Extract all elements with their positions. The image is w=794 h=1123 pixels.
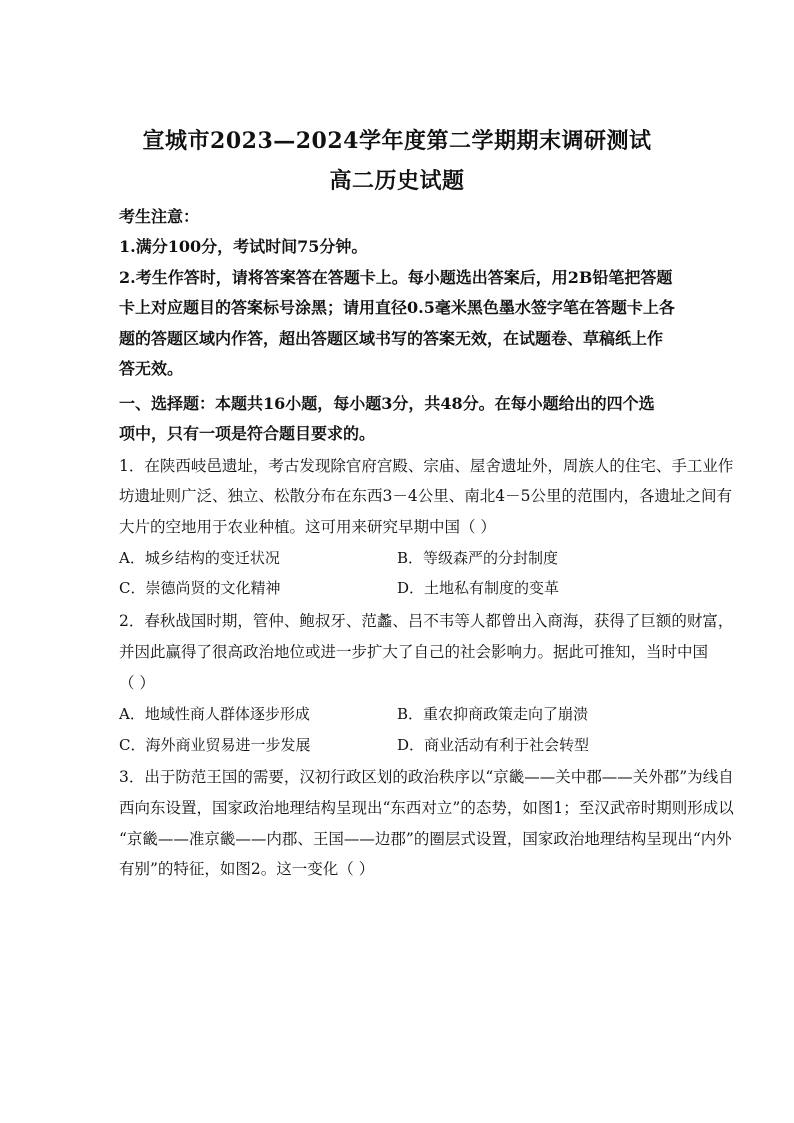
question-2-text: 并因此赢得了很高政治地位或进一步扩大了自己的社会影响力。据此可推知，当时中国 [119,643,709,661]
question-3-text: “京畿——准京畿——内郡、王国——边郡”的圈层式设置，国家政治地理结构呈现出“内外 [119,830,732,848]
question-1-option-d: D．土地私有制度的变革 [397,579,560,597]
notice-heading: 考生注意： [119,207,200,226]
notice-item-2-line: 卡上对应题目的答案标号涂黑；请用直径0.5毫米黑色墨水签字笔在答题卡上各 [119,298,675,317]
question-3-text: 有别”的特征，如图2。这一变化（ ） [119,860,375,878]
exam-subtitle: 高二历史试题 [329,168,465,194]
question-2-text: （ ） [119,674,155,692]
question-3-text: 3．出于防范王国的需要，汉初行政区划的政治秩序以“京畿——关中郡——关外郡”为线自 [119,768,734,786]
question-2-option-c: C．海外商业贸易进一步发展 [119,736,311,754]
notice-item-2-line: 答无效。 [119,359,184,378]
section-heading-line: 一、选择题：本题共16小题，每小题3分，共48分。在每小题给出的四个选 [119,394,655,413]
exam-title: 宣城市2023—2024学年度第二学期期末调研测试 [142,128,652,154]
question-2-option-d: D．商业活动有利于社会转型 [397,736,590,754]
question-1-text: 大片的空地用于农业种植。这可用来研究早期中国（ ） [119,518,496,536]
question-1-option-b: B．等级森严的分封制度 [397,549,559,567]
question-2-option-b: B．重农抑商政策走向了崩溃 [397,705,589,723]
section-heading-line: 项中，只有一项是符合题目要求的。 [119,424,376,443]
question-1-text: 1．在陕西岐邑遗址，考古发现除官府宫殿、宗庙、屋舍遗址外，周族人的住宅、手工业作 [119,457,734,475]
question-2-option-a: A．地域性商人群体逐步形成 [119,705,310,723]
question-1-option-a: A．城乡结构的变迁状况 [119,549,280,567]
notice-item-2-line: 2.考生作答时，请将答案答在答题卡上。每小题选出答案后，用2B铅笔把答题 [119,268,673,287]
question-3-text: 西向东设置，国家政治地理结构呈现出“东西对立”的态势，如图1；至汉武帝时期则形成以 [119,799,734,817]
notice-item-2-line: 题的答题区域内作答，超出答题区域书写的答案无效，在试题卷、草稿纸上作 [119,329,664,348]
question-2-text: 2．春秋战国时期，管仲、鲍叔牙、范蠡、吕不韦等人都曾出入商海，获得了巨额的财富， [119,612,734,630]
notice-item-1: 1.满分100分，考试时间75分钟。 [119,237,368,256]
question-1-option-c: C．崇德尚贤的文化精神 [119,579,281,597]
question-1-text: 坊遗址则广泛、独立、松散分布在东西3－4公里、南北4－5公里的范围内，各遗址之间有 [119,487,732,505]
